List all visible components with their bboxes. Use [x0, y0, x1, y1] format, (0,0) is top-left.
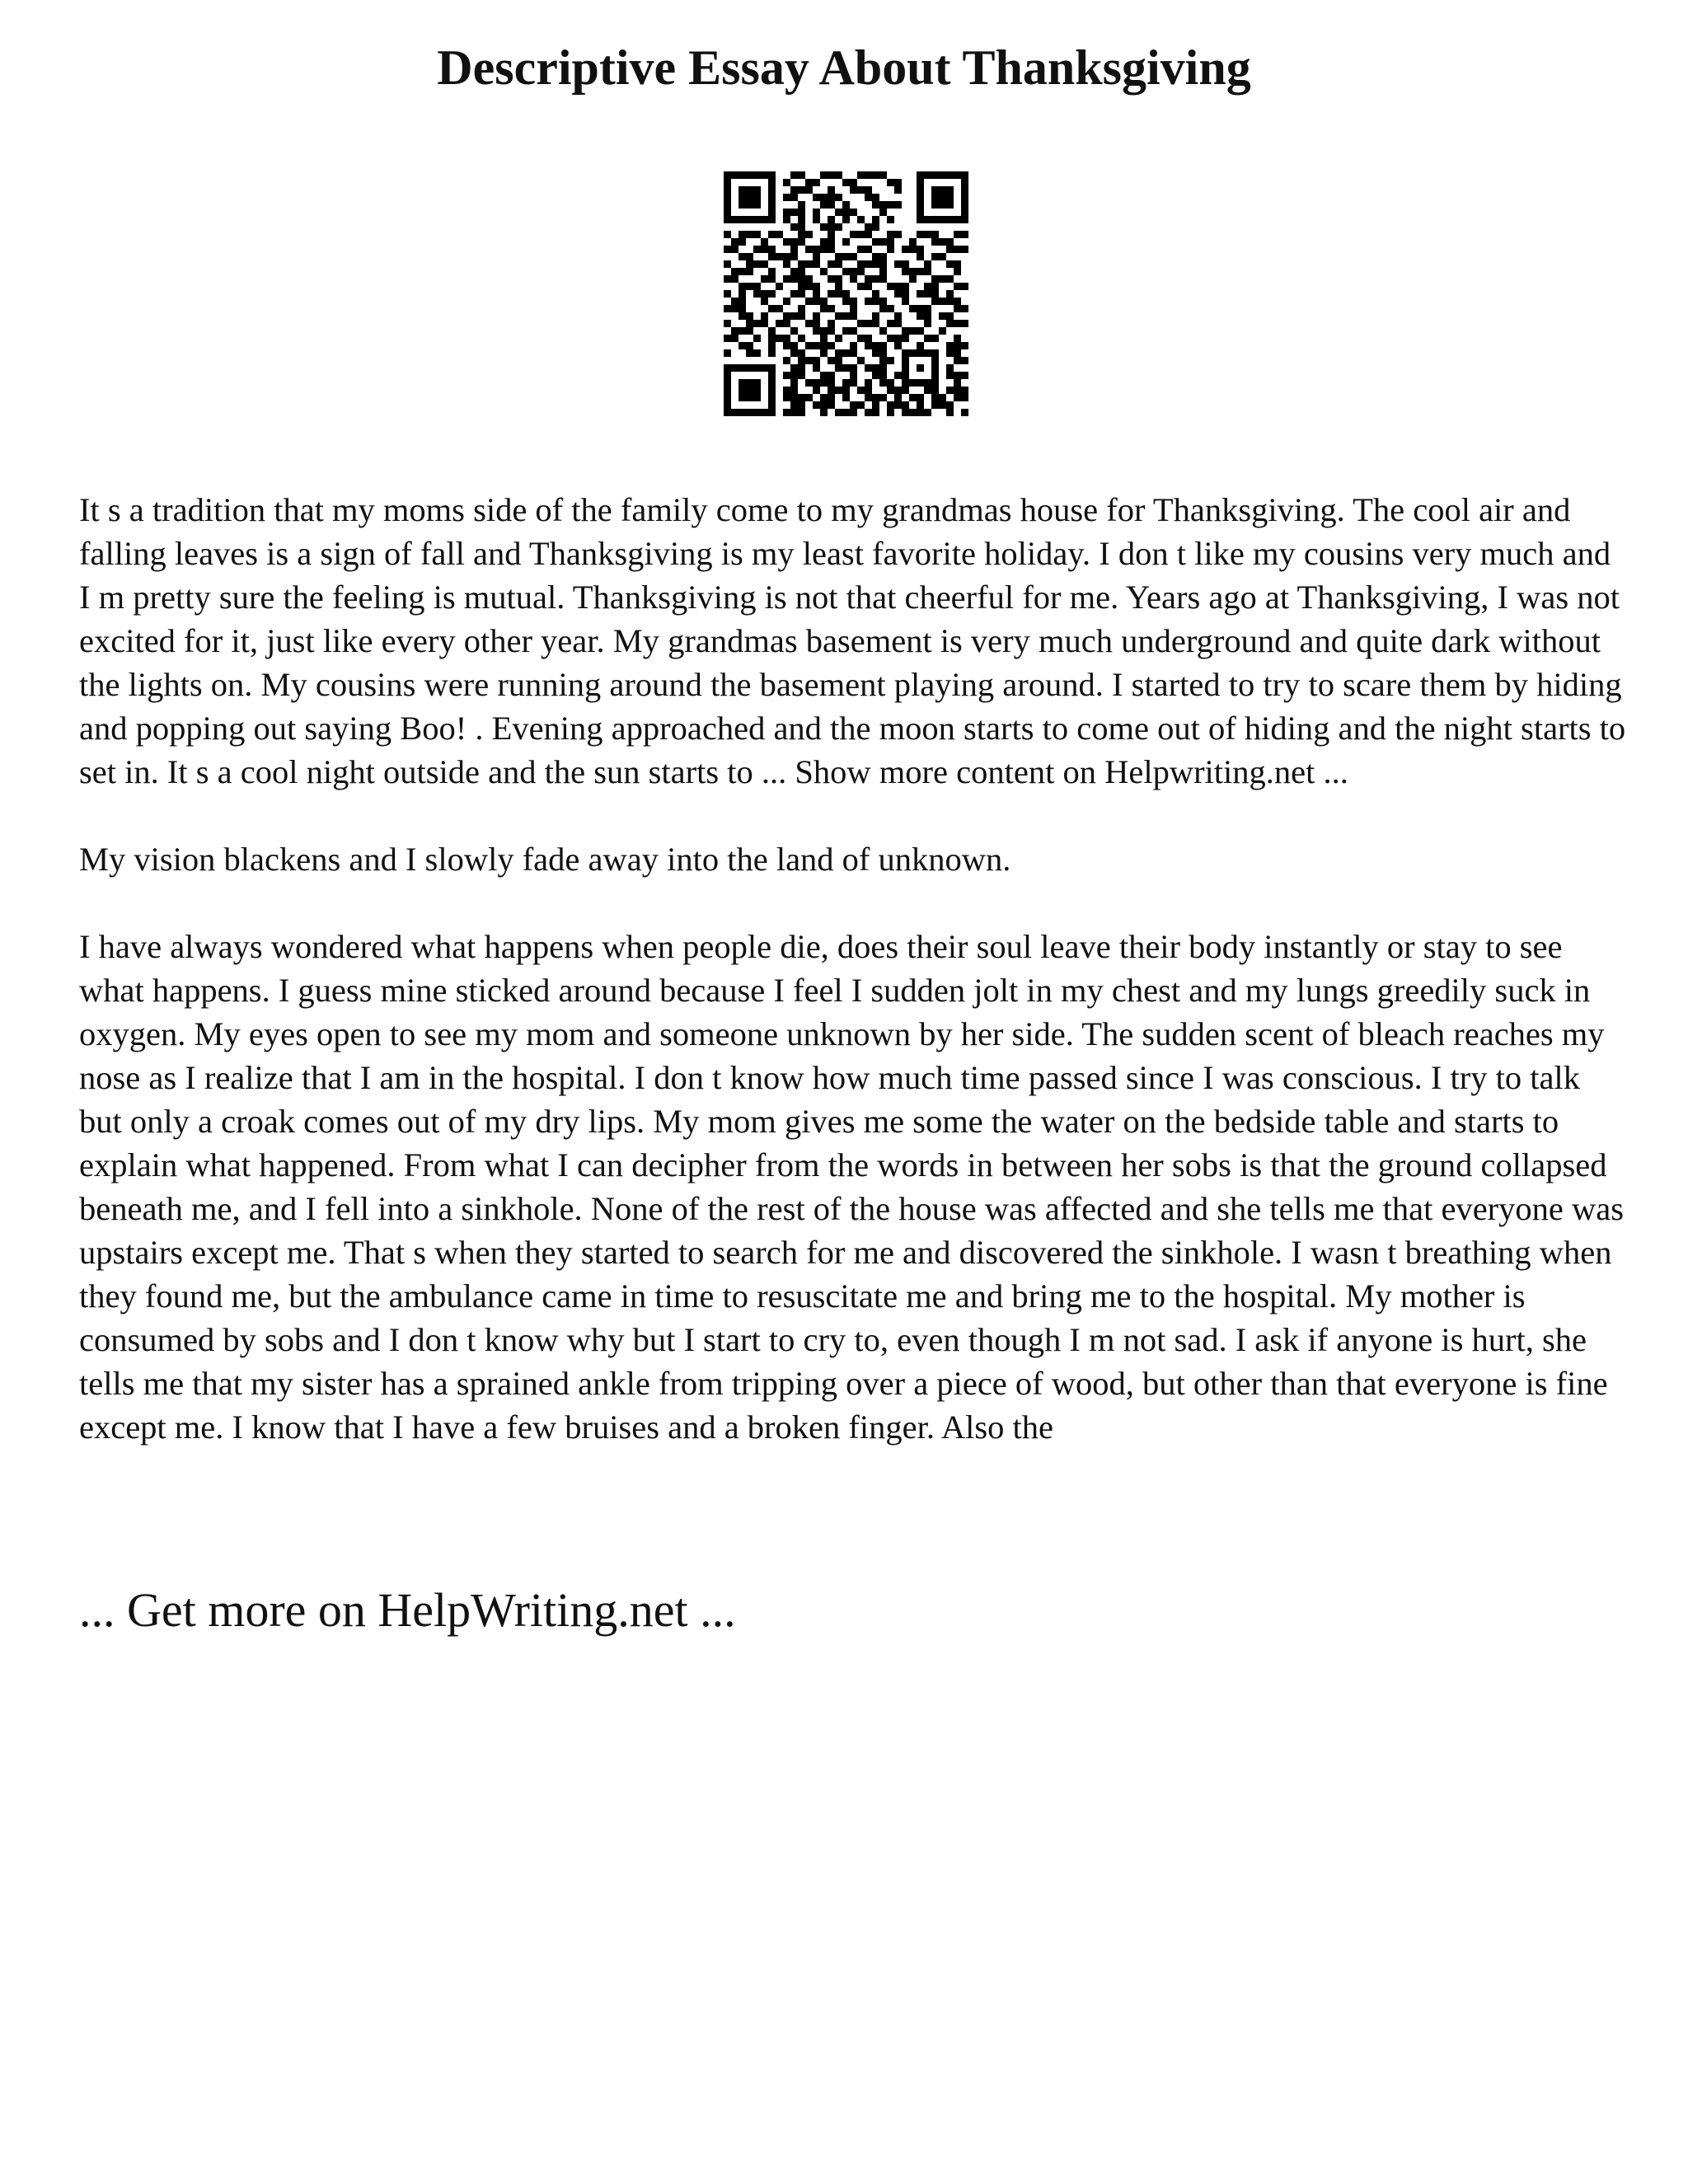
get-more-link[interactable]: ... Get more on HelpWriting.net ...: [79, 1583, 736, 1637]
qr-code-icon[interactable]: [724, 171, 968, 416]
essay-paragraph-1: It s a tradition that my moms side of the family come to my grandmas house for Thanksgiving. The cool air and falling leaves is a sign of fall and Thanksgiving is my least favorite holiday. I don t like my cousins very much and I m pretty sure the feeling is mutual. Thanksgiving is not that cheerful for me. Years ago at Thanksgiving, I was not excited for it, just like every other year. My grandmas basement is very much underground and quite dark without the lights on. My cousins were running around the basement playing around. I started to try to scare them by hiding and popping out saying Boo! . Evening approached and the moon starts to come out of hiding and the night starts to set in. It s a cool night outside and the sun starts to ... Show more content on Helpwriting.net ...: [79, 491, 1626, 790]
essay-paragraph-1-continued: My vision blackens and I slowly fade away into the land of unknown.: [79, 841, 1011, 878]
essay-paragraph-2: I have always wondered what happens when people die, does their soul leave their body instantly or stay to see what happens. I guess mine sticked around because I feel I sudden jolt in my chest and my lungs greedily suck in oxygen. My eyes open to see my mom and someone unknown by her side. The sudden scent of bleach reaches my nose as I realize that I am in the hospital. I don t know how much time passed since I was conscious. I try to talk but only a croak comes out of my dry lips. My mom gives me some the water on the bedside table and starts to explain what happened. From what I can decipher from the words in between her sobs is that the ground collapsed beneath me, and I fell into a sinkhole. None of the rest of the house was affected and she tells me that everyone was upstairs except me. That s when they started to search for me and discovered the sinkhole. I wasn t breathing when they found me, but the ambulance came in time to resuscitate me and bring me to the hospital. My mother is consumed by sobs and I don t know why but I start to cry to, even though I m not sad. I ask if anyone is hurt, she tells me that my sister has a sprained ankle from tripping over a piece of wood, but other than that everyone is fine except me. I know that I have a few bruises and a broken finger. Also the: [79, 928, 1624, 1446]
page-title: Descriptive Essay About Thanksgiving: [437, 40, 1251, 95]
